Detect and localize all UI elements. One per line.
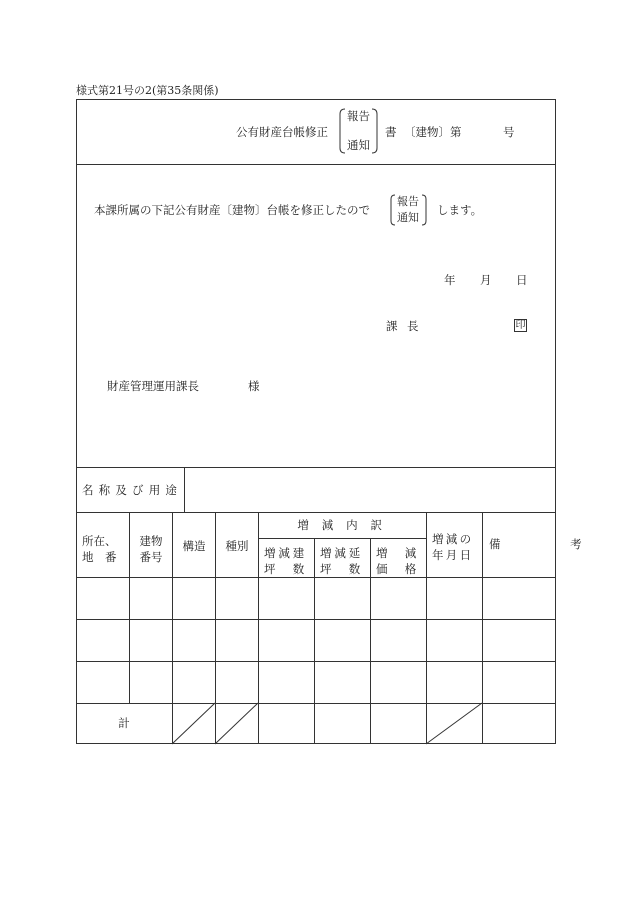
doc-suffix: 書 bbox=[385, 125, 397, 139]
change-date-total-slash bbox=[426, 703, 482, 744]
header-floor-area-line1: 増減建 bbox=[264, 546, 308, 560]
total-label: 計 bbox=[118, 716, 130, 730]
header-building-no bbox=[130, 533, 172, 565]
row-line-3 bbox=[76, 703, 556, 704]
header-choice-bracket-left bbox=[338, 108, 346, 154]
date-year-label: 年 bbox=[444, 273, 456, 287]
header-total-area-line1: 増減延 bbox=[320, 546, 364, 560]
body-choice-report: 報告 bbox=[397, 195, 419, 208]
form-title: 公有財産台帳修正 bbox=[236, 125, 328, 139]
header-structure: 構造 bbox=[182, 539, 206, 553]
header-divider bbox=[76, 164, 556, 165]
name-use-bottom bbox=[76, 512, 556, 513]
header-floor-area bbox=[264, 545, 307, 577]
header-price bbox=[376, 545, 419, 577]
header-location bbox=[82, 533, 117, 565]
body-divider bbox=[76, 467, 556, 468]
date-month-label: 月 bbox=[480, 273, 492, 287]
col-line-5 bbox=[314, 538, 315, 744]
col-line-4 bbox=[258, 512, 259, 744]
header-bottom-line bbox=[76, 577, 556, 578]
header-choice-bracket-right bbox=[371, 108, 379, 154]
row-line-2 bbox=[76, 661, 556, 662]
header-choice-report: 報告 bbox=[347, 109, 370, 123]
header-choice-notify: 通知 bbox=[347, 138, 370, 152]
seal-mark: 印 bbox=[515, 320, 526, 331]
date-day-label: 日 bbox=[516, 273, 528, 287]
body-choice-bracket-right bbox=[421, 194, 428, 226]
name-use-label: 名称及び用途 bbox=[82, 483, 183, 497]
row-line-1 bbox=[76, 619, 556, 620]
form-number: 様式第21号の2(第35条関係) bbox=[76, 84, 219, 97]
header-change-date-line1: 増減の bbox=[432, 532, 474, 546]
addressee: 財産管理運用課長 bbox=[107, 379, 199, 393]
header-building-no-line2: 番号 bbox=[139, 550, 163, 564]
name-use-divider bbox=[184, 467, 185, 512]
header-total-area-line2: 坪 数 bbox=[320, 562, 364, 576]
type-total-slash bbox=[215, 703, 258, 744]
body-sentence: 本課所属の下記公有財産〔建物〕台帳を修正したので bbox=[94, 203, 370, 217]
header-price-line1: 増 減 bbox=[376, 546, 420, 560]
number-suffix: 号 bbox=[503, 125, 515, 139]
signer-title-ka: 課 bbox=[386, 319, 398, 333]
breakdown-subheader-line bbox=[258, 538, 426, 539]
body-choice-bracket-left bbox=[389, 194, 396, 226]
header-remarks: 備 考 bbox=[489, 537, 598, 551]
header-location-line2: 地 番 bbox=[82, 550, 117, 564]
header-building-no-line1: 建物 bbox=[139, 534, 163, 548]
header-change-date-line2: 年月日 bbox=[432, 548, 474, 562]
body-choice-notify: 通知 bbox=[397, 211, 419, 224]
header-breakdown: 増 減 内 訳 bbox=[297, 518, 387, 532]
col-line-8 bbox=[482, 512, 483, 744]
header-type: 種別 bbox=[225, 539, 249, 553]
structure-total-slash bbox=[172, 703, 215, 744]
body-sentence-end: します。 bbox=[437, 203, 483, 217]
col-line-6 bbox=[370, 538, 371, 744]
header-change-date bbox=[432, 531, 473, 563]
category-label: 〔建物〕第 bbox=[404, 125, 462, 139]
signer-title-cho: 長 bbox=[407, 319, 419, 333]
form-frame bbox=[76, 99, 556, 744]
header-floor-area-line2: 坪 数 bbox=[264, 562, 308, 576]
header-total-area bbox=[320, 545, 363, 577]
header-location-line1: 所在、 bbox=[82, 534, 117, 548]
header-price-line2: 価 格 bbox=[376, 562, 420, 576]
honorific: 様 bbox=[248, 379, 260, 393]
